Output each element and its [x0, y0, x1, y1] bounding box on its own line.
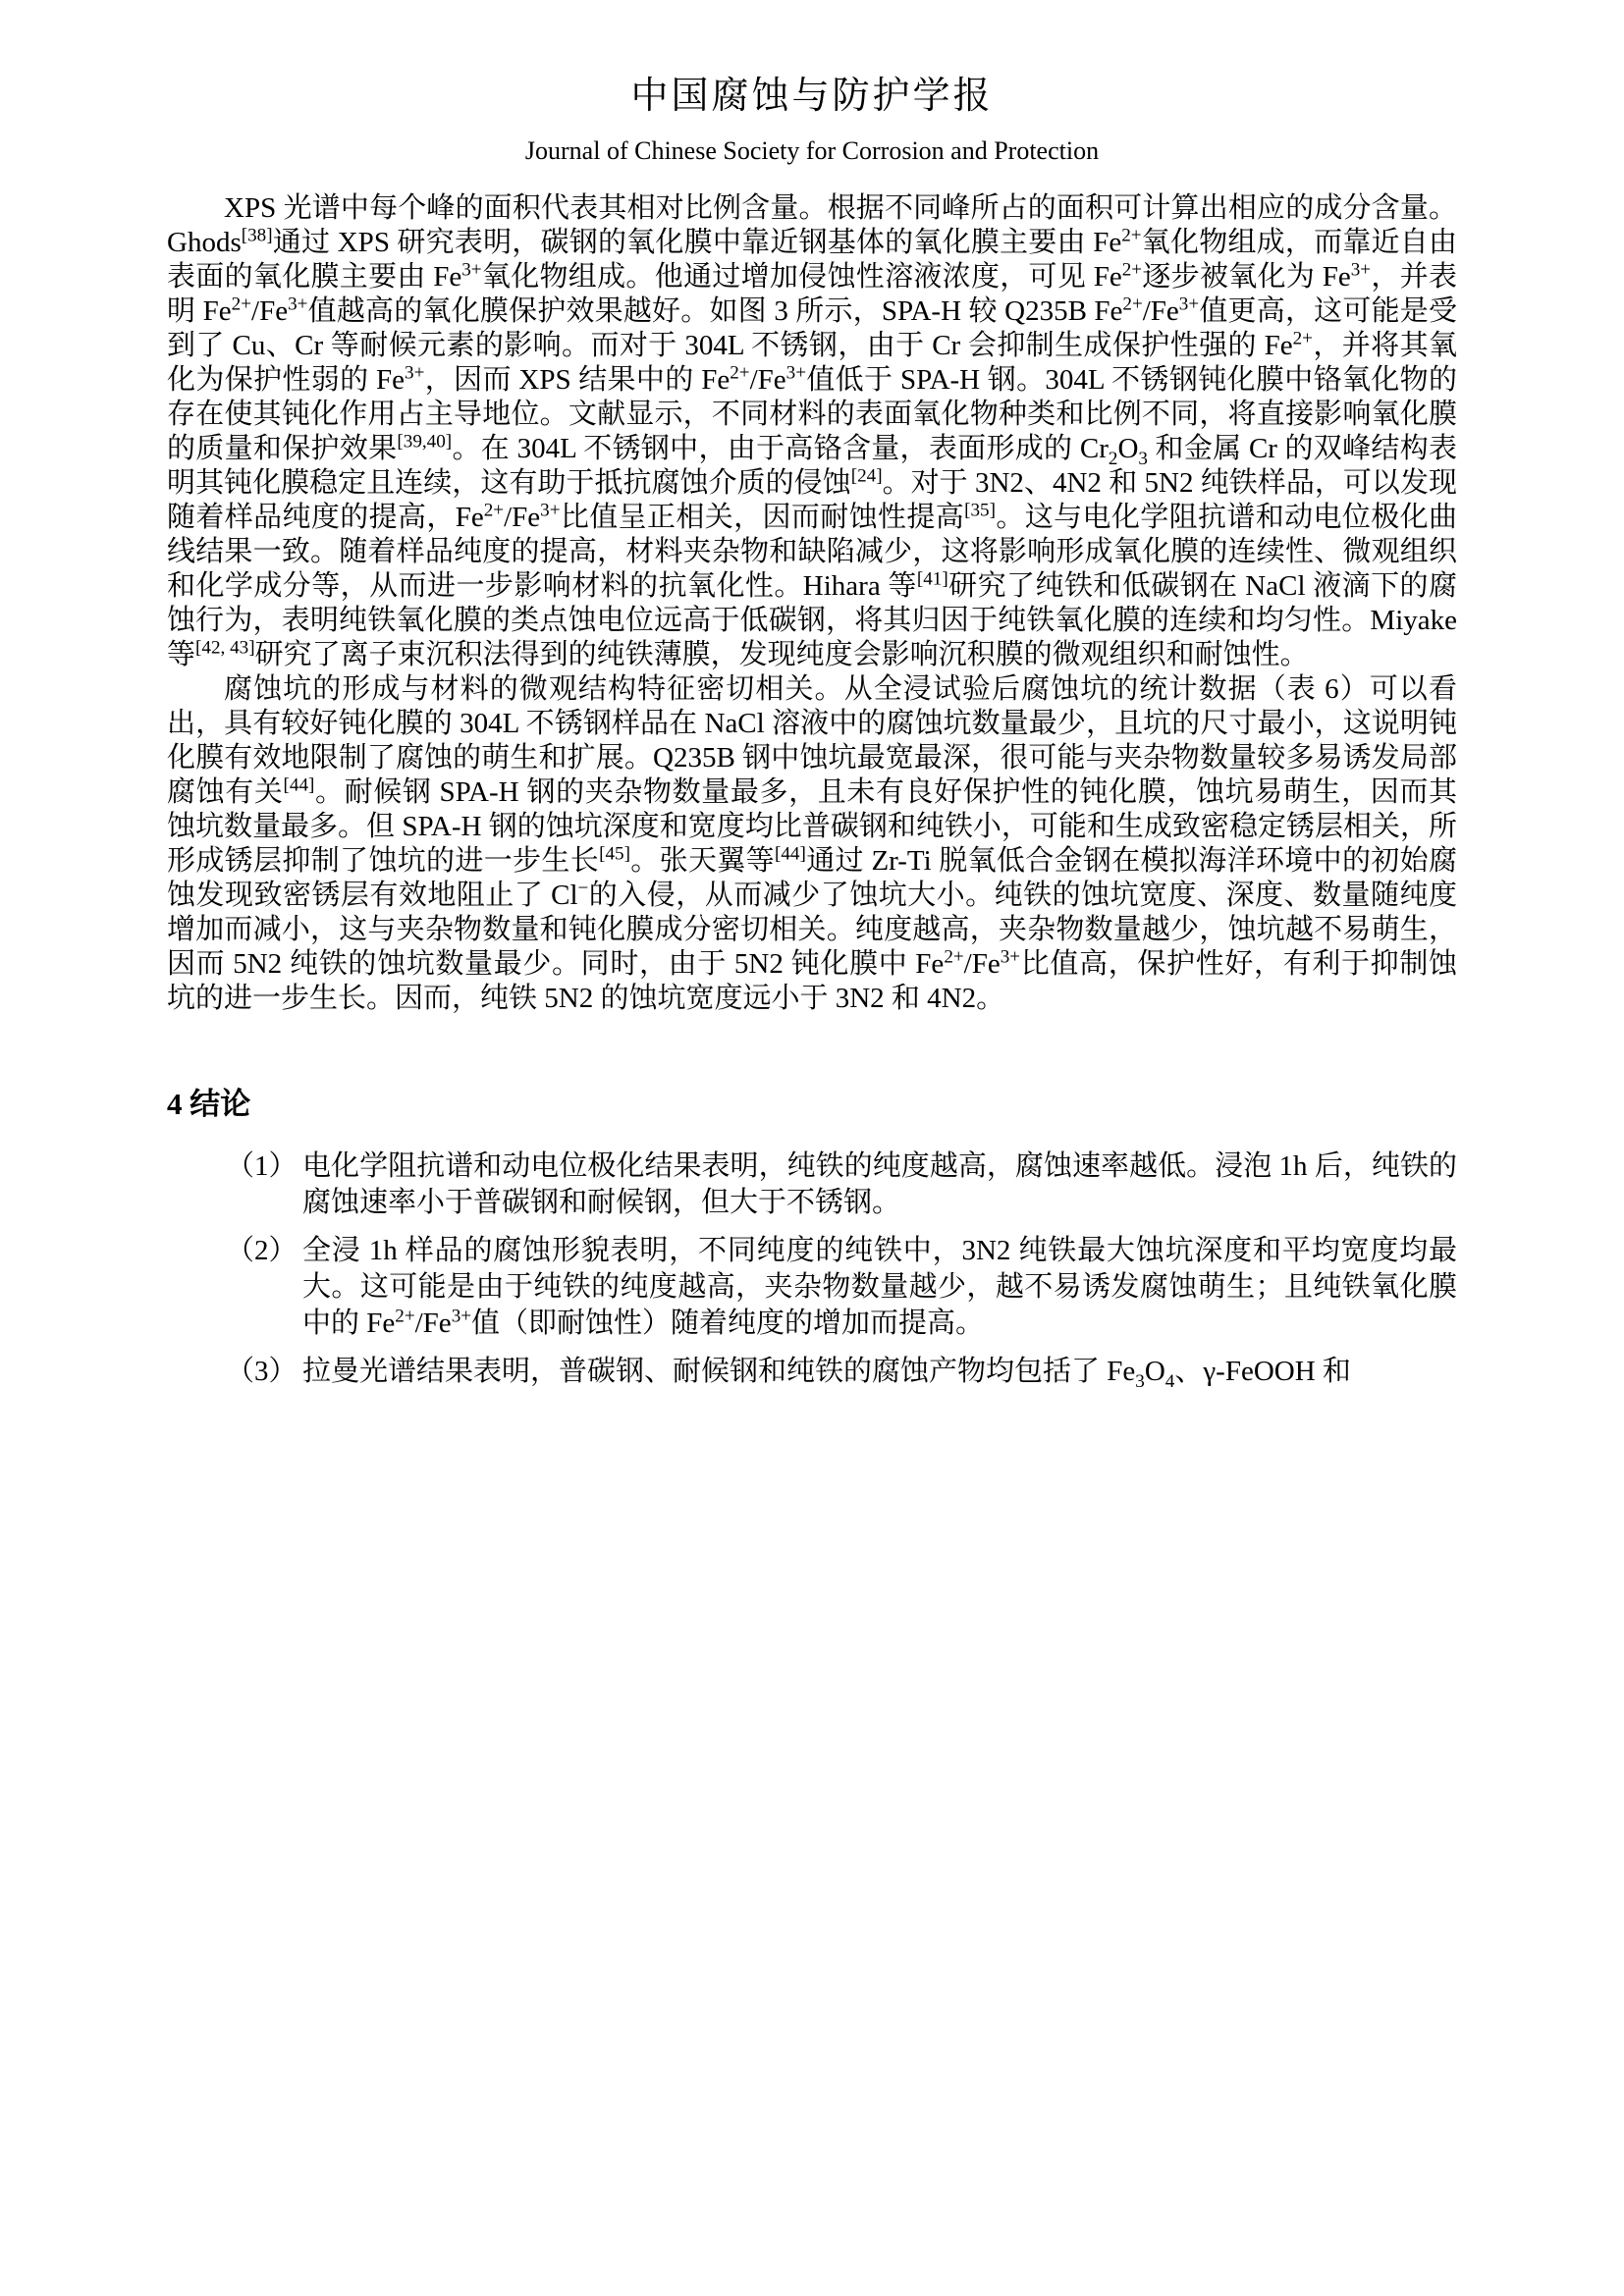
conclusion-number: （2） [226, 1235, 298, 1266]
conclusion-item-2 [167, 1233, 1457, 1342]
conclusion-number: （1） [226, 1150, 298, 1182]
journal-title-english: Journal of Chinese Society for Corrosion and Protection [524, 136, 1100, 165]
paragraph-corrosion-pits: 腐蚀坑的形成与材料的微观结构特征密切相关。从全浸试验后腐蚀坑的统计数据（表 6）可以看出，具有较好钝化膜的 304L 不锈钢样品在 NaCl 溶液中的腐蚀坑数量最少，且坑的尺寸最小，这说明钝化膜有效地限制了腐蚀的萌生和扩展。Q235B 钢中蚀坑最宽最深，很可能与夹杂物数量较多易诱发局部腐蚀有关[44]。耐候钢 SPA-H 钢的夹杂物数量最多，且未有良好保护性的钝化膜，蚀坑易萌生，因而其蚀坑数量最多。但 SPA-H 钢的蚀坑深度和宽度均比普碳钢和纯铁小，可能和生成致密稳定锈层相关，所形成锈层抑制了蚀坑的进一步生长[45]。张天翼等[44]通过 Zr-Ti 脱氧低合金钢在模拟海洋环境中的初始腐蚀发现致密锈层有效地阻止了 Cl−的入侵，从而减少了蚀坑大小。纯铁的蚀坑宽度、深度、数量随纯度增加而减小，这与夹杂物数量和钝化膜成分密切相关。纯度越高，夹杂物数量越少，蚀坑越不易萌生，因而 5N2 纯铁的蚀坑数量最少。同时，由于 5N2 钝化膜中 $Fe^{2+}/Fe^{3+}$比值高，保护性好，有利于抑制蚀坑的进一步生长。因而，纯铁 5N2 的蚀坑宽度远小于 3N2 和 4N2。 [167, 673, 1457, 1014]
conclusion-list [167, 1148, 1457, 1390]
conclusion-item-3 [167, 1354, 1457, 1390]
conclusion-text: 拉曼光谱结果表明，普碳钢、耐候钢和纯铁的腐蚀产物均包括了 $Fe_3O_4$、γ-FeOOH 和 [302, 1356, 1351, 1392]
conclusion-text: 全浸 1h 样品的腐蚀形貌表明，不同纯度的纯铁中，3N2 纯铁最大蚀坑深度和平均宽度均最大。这可能是由于纯铁的纯度越高，夹杂物数量越少，越不易诱发腐蚀萌生；且纯铁氧化膜中的 $Fe^{2+}/Fe^{3+}$值（即耐蚀性）随着纯度的增加而提高。 [302, 1235, 1457, 1339]
conclusion-text: 电化学阻抗谱和动电位极化结果表明，纯铁的纯度越高，腐蚀速率越低。浸泡 1h 后，纯铁的腐蚀速率小于普碳钢和耐候钢，但大于不锈钢。 [302, 1150, 1457, 1218]
section-heading-conclusions: 4 结论 [167, 1087, 251, 1121]
conclusion-item-1 [167, 1148, 1457, 1221]
journal-header [167, 65, 1457, 166]
article-body [167, 191, 1457, 1390]
journal-title-chinese: 中国腐蚀与防护学报 [630, 76, 994, 117]
conclusion-number: （3） [226, 1356, 298, 1387]
paragraph-xps-analysis: XPS 光谱中每个峰的面积代表其相对比例含量。根据不同峰所占的面积可计算出相应的成分含量。Ghods[38]通过 XPS 研究表明，碳钢的氧化膜中靠近钢基体的氧化膜主要由 $Fe^{2+}$氧化物组成，而靠近自由表面的氧化膜主要由 $Fe^{3+}$氧化物组成。他通过增加侵蚀性溶液浓度，可见 $Fe^{2+}$逐步被氧化为 $Fe^{3+}$，并表明 $Fe^{2+}/Fe^{3+}$值越高的氧化膜保护效果越好。如图 3 所示，SPA-H 较 Q235B $Fe^{2+}/Fe^{3+}$值更高，这可能是受到了 Cu、Cr 等耐候元素的影响。而对于 304L 不锈钢，由于 Cr 会抑制生成保护性强的 $Fe^{2+}$，并将其氧化为保护性弱的 $Fe^{3+}$，因而 XPS 结果中的 $Fe^{2+}/Fe^{3+}$值低于 SPA-H 钢。304L 不锈钢钝化膜中铬氧化物的存在使其钝化作用占主导地位。文献显示，不同材料的表面氧化物种类和比例不同，将直接影响氧化膜的质量和保护效果[39,40]。在 304L 不锈钢中，由于高铬含量，表面形成的 $Cr_2O_3$ 和金属 Cr 的双峰结构表明其钝化膜稳定且连续，这有助于抵抗腐蚀介质的侵蚀[24]。对于 3N2、4N2 和 5N2 纯铁样品，可以发现随着样品纯度的提高，$Fe^{2+}/Fe^{3+}$比值呈正相关，因而耐蚀性提高[35]。这与电化学阻抗谱和动电位极化曲线结果一致。随着样品纯度的提高，材料夹杂物和缺陷减少，这将影响形成氧化膜的连续性、微观组织和化学成分等，从而进一步影响材料的抗氧化性。Hihara 等[41]研究了纯铁和低碳钢在 NaCl 液滴下的腐蚀行为，表明纯铁氧化膜的类点蚀电位远高于低碳钢，将其归因于纯铁氧化膜的连续和均匀性。Miyake 等[42, 43]研究了离子束沉积法得到的纯铁薄膜，发现纯度会影响沉积膜的微观组织和耐蚀性。 [167, 192, 1458, 670]
